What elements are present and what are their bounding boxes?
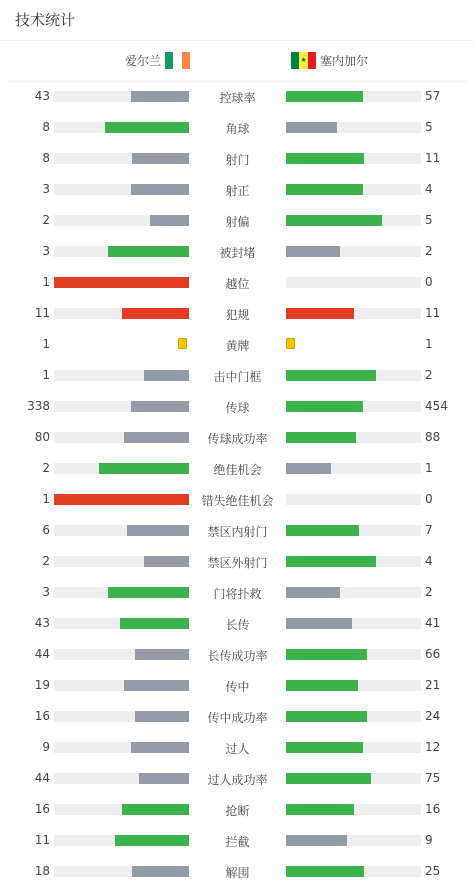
stat-row bbox=[0, 608, 475, 639]
yellow-card-icon bbox=[286, 338, 295, 349]
home-bar-track bbox=[54, 711, 189, 722]
stat-row bbox=[0, 856, 475, 887]
away-bar-fill bbox=[286, 370, 376, 381]
away-bar-fill bbox=[286, 525, 359, 536]
home-value: 1 bbox=[42, 275, 50, 289]
stat-label: 黄牌 bbox=[225, 339, 250, 353]
home-bar-track bbox=[54, 122, 189, 133]
home-bar-track bbox=[54, 153, 189, 164]
away-bar-track bbox=[286, 587, 421, 598]
home-bar-track bbox=[54, 525, 189, 536]
away-value: 0 bbox=[425, 492, 433, 506]
away-value: 1 bbox=[425, 461, 433, 475]
home-value: 1 bbox=[42, 492, 50, 506]
away-bar-track bbox=[286, 742, 421, 753]
stat-row bbox=[0, 577, 475, 608]
home-bar-track bbox=[54, 432, 189, 443]
away-value: 75 bbox=[425, 771, 441, 785]
stat-row bbox=[0, 143, 475, 174]
home-bar-fill bbox=[108, 587, 189, 598]
home-bar-fill bbox=[144, 370, 189, 381]
away-value: 41 bbox=[425, 616, 441, 630]
away-bar-track bbox=[286, 153, 421, 164]
stat-row bbox=[0, 205, 475, 236]
stat-label: 门将扑救 bbox=[213, 587, 262, 601]
home-bar-track bbox=[54, 308, 189, 319]
home-value: 3 bbox=[42, 585, 50, 599]
home-bar-track bbox=[54, 835, 189, 846]
away-bar-track bbox=[286, 215, 421, 226]
home-bar-track bbox=[54, 680, 189, 691]
away-value: 2 bbox=[425, 244, 433, 258]
home-bar-track bbox=[54, 742, 189, 753]
away-value: 4 bbox=[425, 554, 433, 568]
yellow-card-icon bbox=[178, 338, 187, 349]
away-value: 25 bbox=[425, 864, 441, 878]
stat-label: 解围 bbox=[225, 866, 250, 880]
home-bar-track bbox=[54, 804, 189, 815]
home-bar-fill bbox=[139, 773, 189, 784]
home-bar-fill bbox=[124, 680, 189, 691]
stat-row bbox=[0, 329, 475, 360]
away-bar-fill bbox=[286, 122, 337, 133]
away-bar-track bbox=[286, 463, 421, 474]
stat-label: 传球成功率 bbox=[207, 432, 268, 446]
away-bar-fill bbox=[286, 804, 354, 815]
home-team-name: 爱尔兰 bbox=[124, 54, 161, 68]
stat-row bbox=[0, 81, 475, 112]
stat-label: 控球率 bbox=[219, 91, 256, 105]
home-bar-track bbox=[54, 370, 189, 381]
home-bar-fill bbox=[108, 246, 189, 257]
stat-row bbox=[0, 794, 475, 825]
home-bar-fill bbox=[115, 835, 189, 846]
away-value: 2 bbox=[425, 585, 433, 599]
home-bar-fill bbox=[122, 308, 190, 319]
home-bar-fill bbox=[144, 556, 189, 567]
stat-row bbox=[0, 236, 475, 267]
away-team bbox=[291, 52, 368, 69]
home-value: 43 bbox=[34, 616, 50, 630]
home-value: 16 bbox=[34, 709, 50, 723]
page-title: 技术统计 bbox=[15, 11, 76, 29]
away-value: 9 bbox=[425, 833, 433, 847]
home-value: 1 bbox=[42, 368, 50, 382]
away-value: 5 bbox=[425, 213, 433, 227]
stats-list bbox=[0, 81, 475, 887]
away-bar-track bbox=[286, 308, 421, 319]
stat-label: 长传 bbox=[225, 618, 250, 632]
home-bar-fill bbox=[99, 463, 189, 474]
home-bar-track bbox=[54, 246, 189, 257]
stat-label: 抢断 bbox=[225, 804, 250, 818]
home-value: 2 bbox=[42, 461, 50, 475]
home-value: 11 bbox=[34, 833, 50, 847]
stat-row bbox=[0, 763, 475, 794]
stat-label: 越位 bbox=[225, 277, 250, 291]
stat-label: 禁区内射门 bbox=[207, 525, 268, 539]
stat-label: 射正 bbox=[225, 184, 250, 198]
stat-row bbox=[0, 639, 475, 670]
away-bar-fill bbox=[286, 215, 382, 226]
away-bar-fill bbox=[286, 153, 364, 164]
home-value: 19 bbox=[34, 678, 50, 692]
home-bar-fill bbox=[124, 432, 189, 443]
stat-row bbox=[0, 515, 475, 546]
home-bar-track bbox=[54, 649, 189, 660]
away-value: 7 bbox=[425, 523, 433, 537]
away-bar-track bbox=[286, 866, 421, 877]
home-value: 18 bbox=[34, 864, 50, 878]
teams-header bbox=[0, 52, 475, 72]
away-bar-fill bbox=[286, 556, 376, 567]
home-bar-fill bbox=[54, 494, 189, 505]
away-bar-fill bbox=[286, 246, 340, 257]
home-value: 8 bbox=[42, 151, 50, 165]
stat-label: 过人 bbox=[225, 742, 250, 756]
stat-label: 射偏 bbox=[225, 215, 250, 229]
home-bar-fill bbox=[132, 153, 189, 164]
stat-row bbox=[0, 174, 475, 205]
home-bar-fill bbox=[150, 215, 189, 226]
away-bar-fill bbox=[286, 618, 352, 629]
stat-row bbox=[0, 391, 475, 422]
home-value: 2 bbox=[42, 554, 50, 568]
stat-label: 击中门框 bbox=[213, 370, 262, 384]
stat-row bbox=[0, 298, 475, 329]
away-bar-track bbox=[286, 277, 421, 288]
home-value: 1 bbox=[42, 337, 50, 351]
stat-row bbox=[0, 546, 475, 577]
home-value: 43 bbox=[34, 89, 50, 103]
stat-label: 过人成功率 bbox=[207, 773, 268, 787]
away-bar-track bbox=[286, 680, 421, 691]
home-bar-track bbox=[54, 91, 189, 102]
home-bar-fill bbox=[132, 866, 189, 877]
home-bar-fill bbox=[131, 91, 189, 102]
home-bar-fill bbox=[131, 401, 189, 412]
away-bar-fill bbox=[286, 773, 371, 784]
ireland-flag-icon bbox=[165, 52, 190, 69]
away-bar-track bbox=[286, 494, 421, 505]
away-bar-fill bbox=[286, 184, 363, 195]
stat-row bbox=[0, 360, 475, 391]
stat-row bbox=[0, 732, 475, 763]
stat-row bbox=[0, 484, 475, 515]
stat-row bbox=[0, 701, 475, 732]
stat-label: 拦截 bbox=[225, 835, 250, 849]
stat-row bbox=[0, 453, 475, 484]
away-bar-track bbox=[286, 525, 421, 536]
stat-label: 长传成功率 bbox=[207, 649, 268, 663]
away-bar-fill bbox=[286, 866, 364, 877]
home-team bbox=[125, 52, 190, 69]
home-value: 338 bbox=[27, 399, 50, 413]
home-bar-track bbox=[54, 773, 189, 784]
away-bar-track bbox=[286, 246, 421, 257]
home-bar-track bbox=[54, 866, 189, 877]
stat-label: 射门 bbox=[225, 153, 250, 167]
home-value: 16 bbox=[34, 802, 50, 816]
stat-label: 传中成功率 bbox=[207, 711, 268, 725]
away-value: 11 bbox=[425, 306, 441, 320]
stat-row bbox=[0, 825, 475, 856]
away-value: 16 bbox=[425, 802, 441, 816]
home-value: 44 bbox=[34, 771, 50, 785]
home-bar-track bbox=[54, 184, 189, 195]
home-value: 80 bbox=[34, 430, 50, 444]
header-divider bbox=[0, 40, 475, 41]
home-bar-fill bbox=[105, 122, 189, 133]
away-bar-fill bbox=[286, 463, 331, 474]
home-value: 9 bbox=[42, 740, 50, 754]
away-team-name: 塞内加尔 bbox=[320, 54, 369, 68]
away-value: 66 bbox=[425, 647, 441, 661]
away-value: 2 bbox=[425, 368, 433, 382]
away-bar-fill bbox=[286, 680, 358, 691]
away-bar-track bbox=[286, 184, 421, 195]
away-bar-fill bbox=[286, 91, 363, 102]
home-bar-fill bbox=[131, 742, 189, 753]
away-value: 88 bbox=[425, 430, 441, 444]
away-bar-track bbox=[286, 618, 421, 629]
home-bar-fill bbox=[135, 649, 189, 660]
away-bar-track bbox=[286, 432, 421, 443]
away-bar-fill bbox=[286, 711, 367, 722]
home-value: 8 bbox=[42, 120, 50, 134]
away-value: 4 bbox=[425, 182, 433, 196]
away-value: 11 bbox=[425, 151, 441, 165]
home-bar-fill bbox=[131, 184, 189, 195]
home-bar-track bbox=[54, 556, 189, 567]
home-value: 2 bbox=[42, 213, 50, 227]
away-bar-track bbox=[286, 91, 421, 102]
away-bar-track bbox=[286, 556, 421, 567]
stat-label: 传球 bbox=[225, 401, 250, 415]
away-bar-fill bbox=[286, 401, 363, 412]
home-value: 3 bbox=[42, 244, 50, 258]
home-value: 11 bbox=[34, 306, 50, 320]
away-value: 21 bbox=[425, 678, 441, 692]
away-bar-track bbox=[286, 649, 421, 660]
away-bar-fill bbox=[286, 432, 356, 443]
away-value: 0 bbox=[425, 275, 433, 289]
stat-label: 角球 bbox=[225, 122, 250, 136]
home-bar-track bbox=[54, 277, 189, 288]
home-bar-track bbox=[54, 215, 189, 226]
stat-row bbox=[0, 670, 475, 701]
away-bar-track bbox=[286, 711, 421, 722]
away-bar-fill bbox=[286, 742, 363, 753]
home-bar-track bbox=[54, 463, 189, 474]
away-bar-track bbox=[286, 122, 421, 133]
stat-row bbox=[0, 112, 475, 143]
away-bar-fill bbox=[286, 649, 367, 660]
senegal-flag-icon bbox=[291, 52, 316, 69]
away-value: 454 bbox=[425, 399, 448, 413]
home-bar-fill bbox=[54, 277, 189, 288]
home-bar-fill bbox=[122, 804, 190, 815]
stat-row bbox=[0, 267, 475, 298]
away-bar-fill bbox=[286, 587, 340, 598]
stat-label: 传中 bbox=[225, 680, 250, 694]
away-bar-track bbox=[286, 773, 421, 784]
away-bar-track bbox=[286, 401, 421, 412]
home-bar-track bbox=[54, 494, 189, 505]
stat-label: 犯规 bbox=[225, 308, 250, 322]
away-value: 57 bbox=[425, 89, 441, 103]
home-bar-fill bbox=[135, 711, 189, 722]
stat-label: 被封堵 bbox=[219, 246, 256, 260]
away-bar-track bbox=[286, 835, 421, 846]
away-value: 12 bbox=[425, 740, 441, 754]
away-bar-track bbox=[286, 804, 421, 815]
stat-row bbox=[0, 422, 475, 453]
home-value: 44 bbox=[34, 647, 50, 661]
home-value: 3 bbox=[42, 182, 50, 196]
home-value: 6 bbox=[42, 523, 50, 537]
away-value: 24 bbox=[425, 709, 441, 723]
away-bar-fill bbox=[286, 835, 347, 846]
home-bar-fill bbox=[120, 618, 189, 629]
stat-label: 错失绝佳机会 bbox=[201, 494, 274, 508]
away-bar-track bbox=[286, 370, 421, 381]
away-value: 1 bbox=[425, 337, 433, 351]
stat-label: 禁区外射门 bbox=[207, 556, 268, 570]
stat-label: 绝佳机会 bbox=[213, 463, 262, 477]
away-value: 5 bbox=[425, 120, 433, 134]
home-bar-fill bbox=[127, 525, 189, 536]
home-bar-track bbox=[54, 401, 189, 412]
home-bar-track bbox=[54, 587, 189, 598]
home-bar-track bbox=[54, 618, 189, 629]
away-bar-fill bbox=[286, 308, 354, 319]
